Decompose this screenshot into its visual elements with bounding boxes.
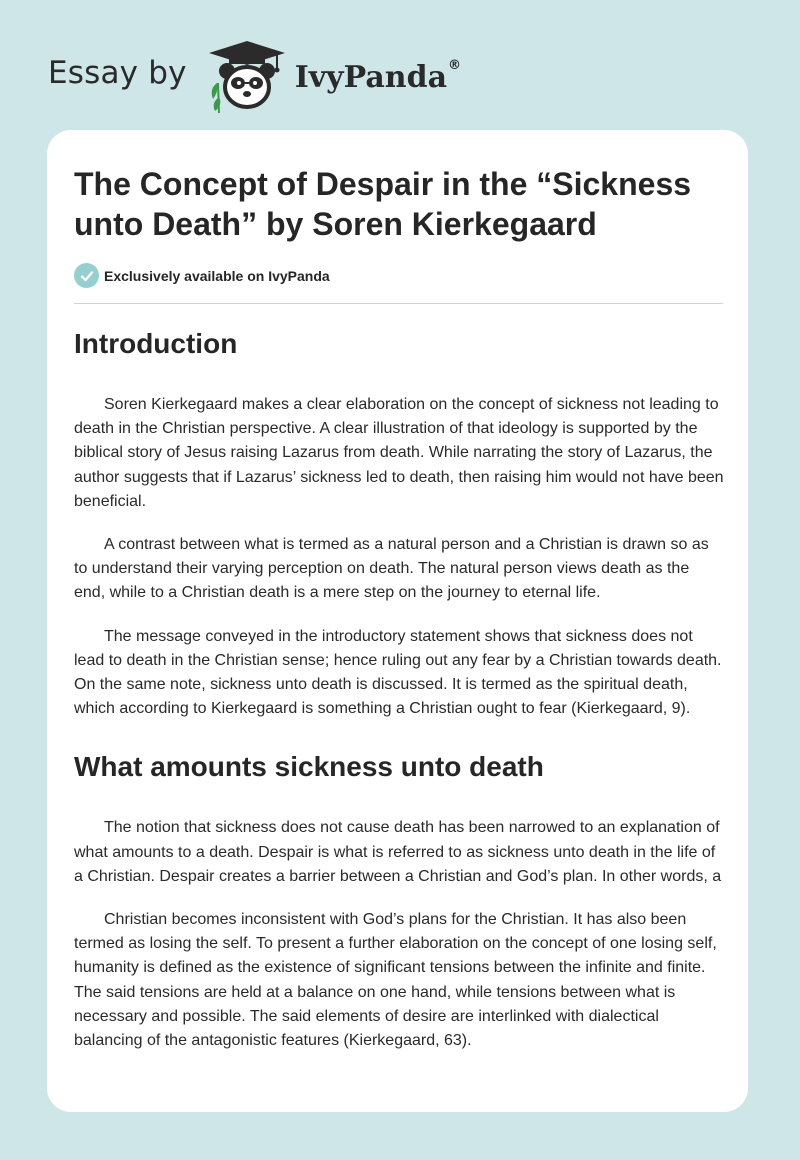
brand-header: [48, 36, 461, 116]
check-icon: [74, 263, 99, 288]
paragraph: Christian becomes inconsistent with God’s plans for the Christian. It has also been termed as losing the self. To present a further elaboration on the concept of one losing self, humanity is defined as the existence of significant tensions between the infinite and finite. The said tensions are held at a balance on one hand, while tensions between what is necessary and possible. The said elements of desire are interlinked with dialectical balancing of the antagonistic features (Kierkegaard, 63).: [74, 911, 717, 1050]
brand-name: [294, 57, 462, 95]
section-heading: What amounts sickness unto death: [74, 751, 544, 783]
paragraph: The message conveyed in the introductory statement shows that sickness does not lead to death in the Christian sense; hence ruling out any fear by a Christian towards death. On the same note, sickness unto death is discussed. It is termed as the spiritual death, which according to Kierkegaard is something a Christian ought to fear (Kierkegaard, 9).: [74, 627, 722, 718]
essay-title: The Concept of Despair in the “Sickness unto Death” by Soren Kierkegaard: [74, 166, 692, 242]
section-heading: Introduction: [74, 328, 238, 359]
essay-body: [74, 320, 724, 1053]
paragraph: A contrast between what is termed as a natural person and a Christian is drawn so as to understand their varying perception on death. The natural person views death as the end, while to a Christian death is a mere step on the journey to eternal life.: [74, 536, 709, 602]
essay-card: [47, 130, 748, 1112]
brand-name-text: IvyPanda: [294, 59, 448, 95]
registered-mark: ®: [448, 57, 462, 73]
paragraph: Soren Kierkegaard makes a clear elaboration on the concept of sickness not leading to death in the Christian perspective. A clear illustration of that ideology is supported by the biblical story of Jesus raising Lazarus from death. While narrating the story of Lazarus, the author suggests that if Lazarus’ sickness led to death, then raising him would not have been beneficial.: [74, 396, 724, 510]
checkmark-glyph: [80, 269, 94, 283]
exclusive-badge: [74, 263, 330, 288]
title-divider: [74, 303, 723, 304]
paragraph: The notion that sickness does not cause death has been narrowed to an explanation of what amounts to a death. Despair is what is referred to as sickness unto death in the life of a Christian. Despair creates a barrier between a Christian and God’s plan. In other words, a: [74, 819, 722, 885]
exclusive-label: Exclusively available on IvyPanda: [104, 267, 330, 284]
brand-prefix: Essay by: [48, 55, 187, 91]
panda-logo-icon: [205, 39, 289, 113]
